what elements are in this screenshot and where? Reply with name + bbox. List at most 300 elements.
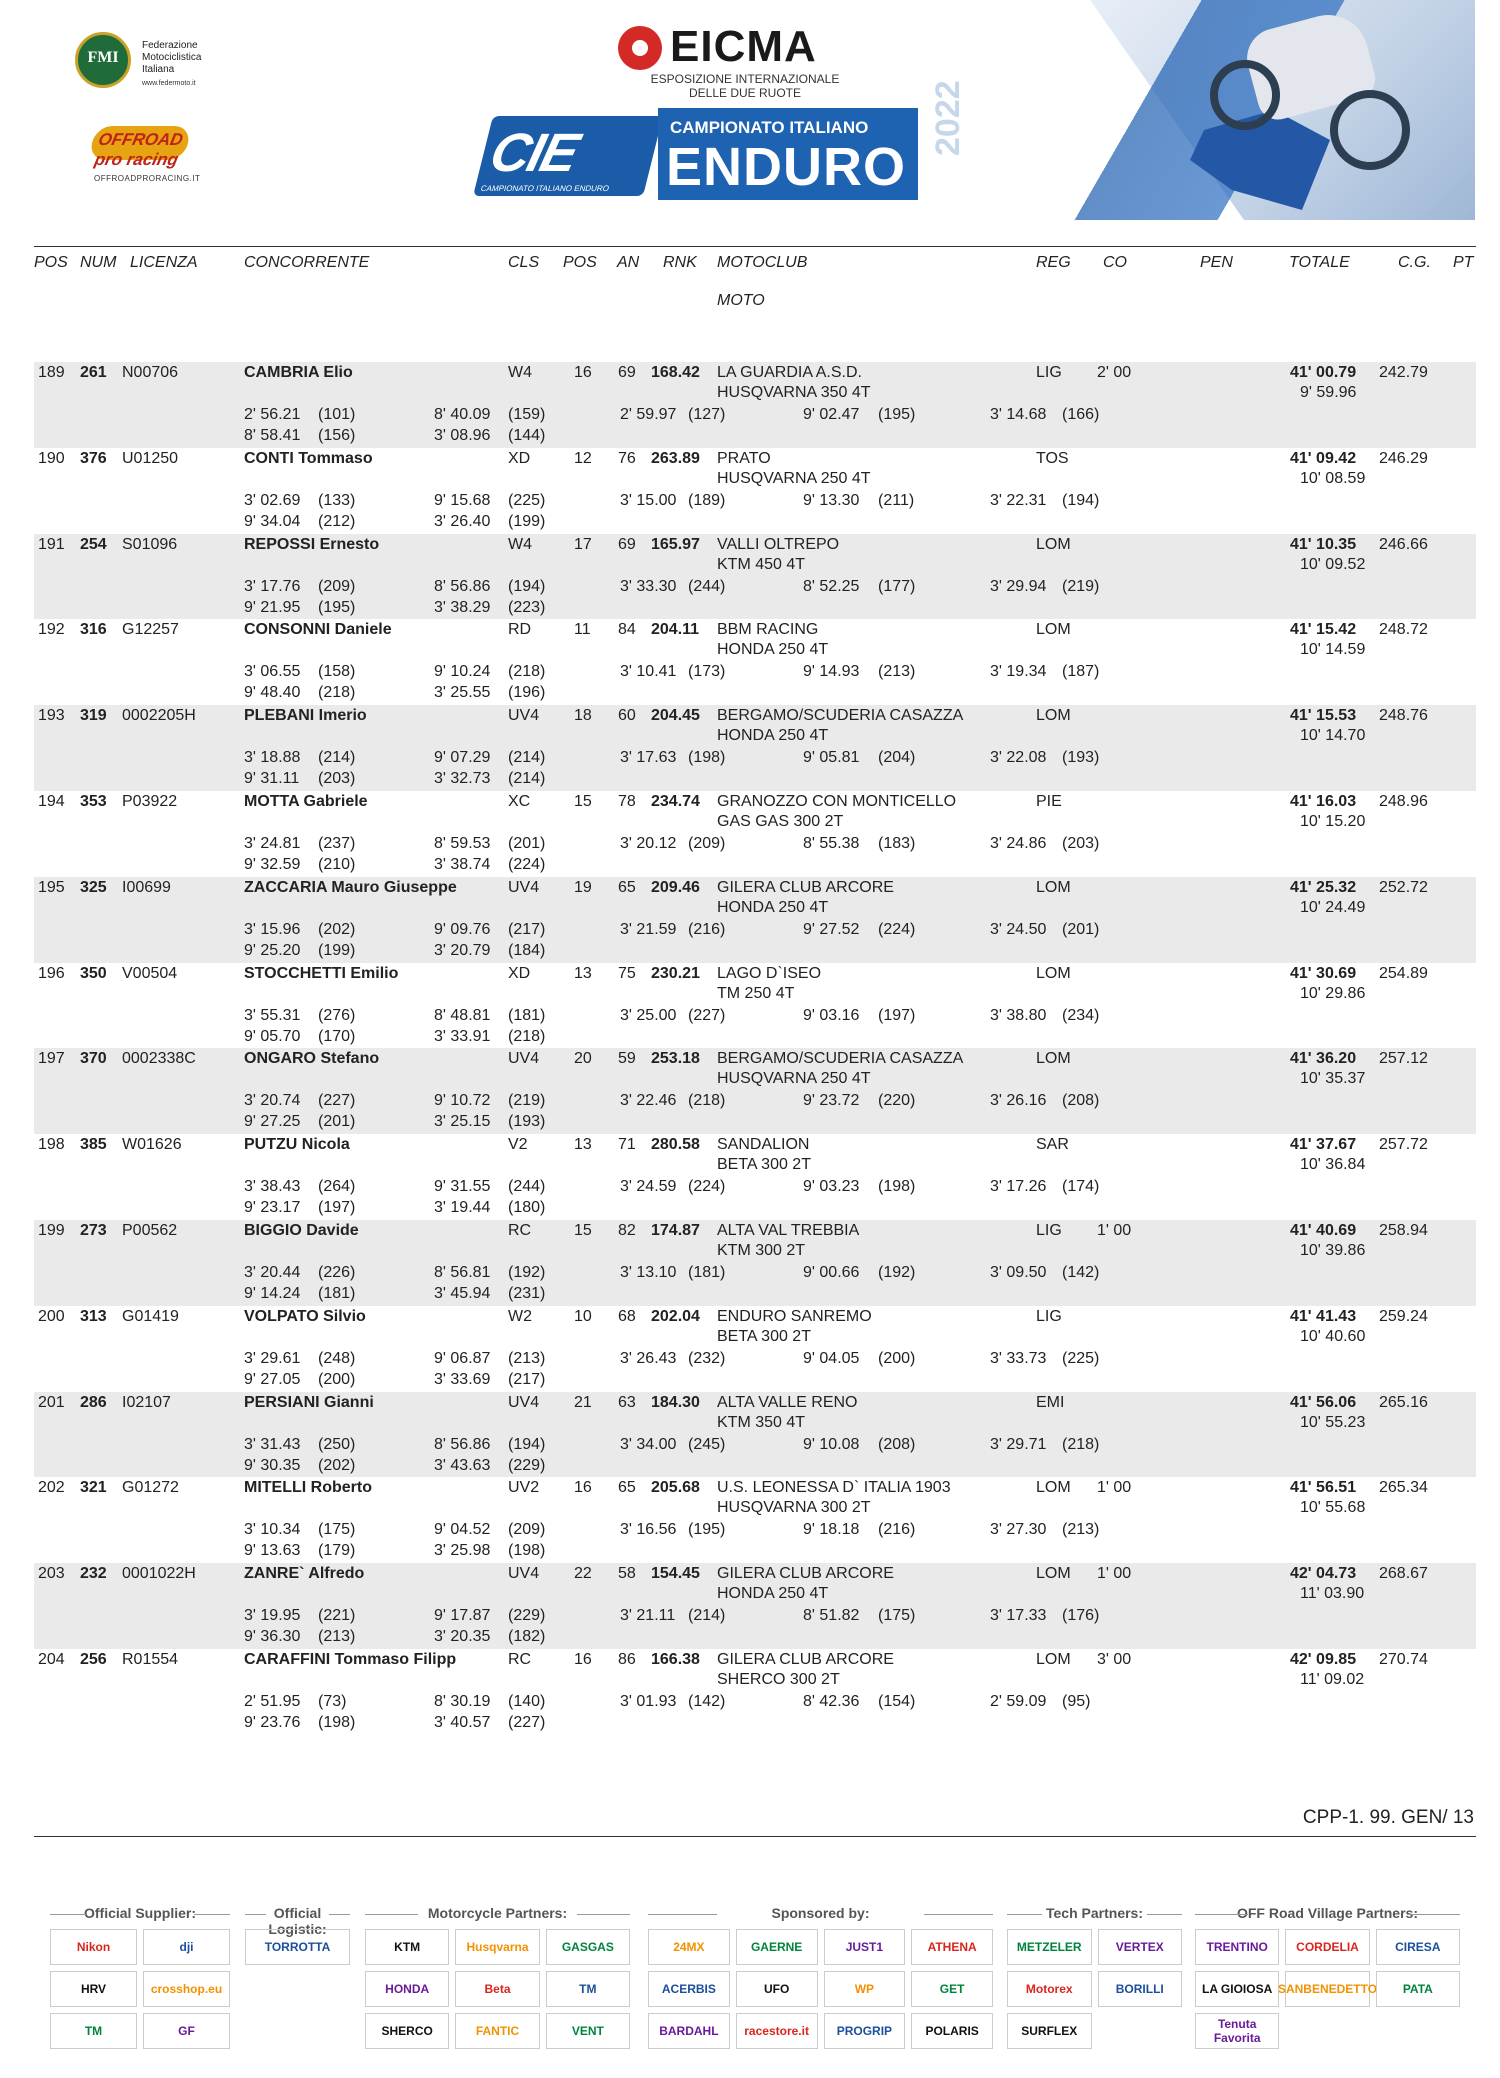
split-time: 3' 13.10 (620, 1264, 677, 1281)
col-moto: MOTO (717, 292, 765, 309)
row-an: 76 (618, 449, 636, 467)
split-rank: (202) (318, 1456, 356, 1474)
row-motoclub: BERGAMO/SCUDERIA CASAZZA (717, 707, 964, 725)
split-rank: (227) (688, 1006, 726, 1024)
row-moto: TM 250 4T (717, 984, 795, 1002)
split-time: 3' 14.68 (990, 406, 1047, 423)
split-time: 3' 33.91 (434, 1027, 491, 1045)
split-time: 9' 32.59 (244, 856, 301, 873)
sponsor-logo: GASGAS (546, 1929, 630, 1965)
row-cg: 246.29 (1379, 449, 1428, 467)
split-time: 3' 33.73 (990, 1349, 1047, 1367)
split-time: 3' 21.11 (620, 1607, 676, 1625)
row-gap: 10' 08.59 (1300, 469, 1366, 487)
sponsor-logo: TORROTTA (245, 1929, 350, 1965)
row-num: 350 (80, 964, 107, 982)
row-motoclub: GILERA CLUB ARCORE (717, 1651, 894, 1668)
split-time: 3' 25.15 (434, 1113, 491, 1131)
split-time: 9' 03.16 (803, 1006, 860, 1024)
sponsor-logo: Tenuta Favorita (1195, 2013, 1279, 2049)
split-time: 3' 15.96 (244, 920, 301, 938)
split-rank: (231) (508, 1285, 546, 1302)
row-pos: 201 (38, 1393, 65, 1411)
sponsor-logo: CIRESA (1376, 1929, 1460, 1965)
split-rank: (158) (318, 663, 356, 681)
split-rank: (202) (318, 920, 356, 938)
row-class-pos: 18 (574, 707, 592, 725)
row-totale: 41' 37.67 (1290, 1136, 1357, 1154)
split-rank: (194) (508, 1435, 546, 1453)
split-time: 9' 48.40 (244, 684, 301, 702)
row-gap: 10' 15.20 (1300, 813, 1366, 830)
split-time: 3' 10.34 (244, 1521, 301, 1539)
row-class-pos: 15 (574, 1222, 592, 1239)
split-rank: (199) (508, 512, 546, 530)
split-time: 3' 21.59 (620, 920, 677, 938)
row-reg: LOM (1036, 621, 1071, 639)
row-motoclub: ENDURO SANREMO (717, 1307, 872, 1325)
row-name: CONSONNI Daniele (244, 621, 392, 639)
split-time: 3' 26.16 (990, 1092, 1047, 1110)
row-rnk: 174.87 (651, 1222, 700, 1239)
split-rank: (213) (1062, 1521, 1100, 1539)
cie-mark-text: CIE (484, 123, 584, 183)
footer-divider (34, 1836, 1476, 1837)
col-concorrente: CONCORRENTE (244, 254, 370, 271)
row-an: 68 (618, 1307, 636, 1325)
row-motoclub: ALTA VAL TREBBIA (717, 1222, 860, 1239)
row-num: 319 (80, 707, 107, 725)
split-time: 9' 05.81 (803, 749, 860, 767)
split-time: 8' 58.41 (244, 427, 301, 444)
split-time: 3' 01.93 (620, 1693, 677, 1710)
row-gap: 11' 09.02 (1300, 1671, 1365, 1688)
row-motoclub: BBM RACING (717, 621, 819, 639)
sponsor-logo: GAERNE (736, 1929, 818, 1965)
col-licenza: LICENZA (130, 254, 198, 271)
split-rank: (250) (318, 1435, 356, 1453)
row-cls: XD (508, 449, 531, 467)
row-moto: BETA 300 2T (717, 1327, 811, 1345)
sponsor-group (648, 1905, 993, 2055)
row-pos: 190 (38, 449, 65, 467)
split-time: 3' 38.80 (990, 1006, 1047, 1024)
row-moto: HUSQVARNA 250 4T (717, 469, 871, 487)
cie-mark (473, 116, 663, 196)
row-num: 353 (80, 793, 107, 810)
row-gap: 11' 03.90 (1300, 1585, 1365, 1603)
row-reg: LOM (1036, 878, 1071, 896)
row-cls: UV4 (508, 878, 540, 896)
sponsor-logo: crosshop.eu (143, 1971, 230, 2007)
row-an: 60 (618, 707, 636, 725)
row-cg: 257.72 (1379, 1136, 1428, 1154)
row-rnk: 202.04 (651, 1307, 700, 1325)
sponsor-group (1195, 1905, 1460, 2055)
split-time: 9' 21.95 (244, 598, 301, 616)
sponsor-logo: 24MX (648, 1929, 730, 1965)
row-class-pos: 20 (574, 1050, 592, 1068)
split-rank: (232) (688, 1349, 726, 1367)
split-time: 3' 26.40 (434, 512, 491, 530)
split-rank: (276) (318, 1006, 356, 1024)
split-time: 8' 56.86 (434, 1435, 491, 1453)
front-wheel-icon (1210, 60, 1280, 130)
row-moto: HUSQVARNA 350 4T (717, 384, 871, 401)
split-rank: (221) (318, 1607, 356, 1625)
row-num: 261 (80, 364, 107, 381)
split-time: 9' 10.24 (434, 663, 491, 681)
split-time: 3' 08.96 (434, 427, 491, 444)
row-num: 273 (80, 1222, 107, 1239)
row-class-pos: 12 (574, 449, 592, 467)
row-name: MITELLI Roberto (244, 1479, 372, 1497)
row-cg: 258.94 (1379, 1222, 1428, 1239)
split-rank: (73) (318, 1693, 347, 1710)
row-class-pos: 15 (574, 793, 592, 810)
split-time: 3' 38.74 (434, 856, 491, 873)
split-time: 8' 56.81 (434, 1264, 491, 1281)
split-time: 9' 18.18 (803, 1521, 860, 1539)
row-pos: 192 (38, 621, 65, 639)
row-gap: 9' 59.96 (1300, 384, 1357, 401)
row-num: 325 (80, 878, 107, 896)
sponsor-logo: Motorex (1007, 1971, 1092, 2007)
row-cg: 257.12 (1379, 1050, 1428, 1068)
offroad-site: OFFROADPRORACING.IT (94, 174, 201, 183)
row-num: 232 (80, 1565, 107, 1583)
split-time: 3' 19.44 (434, 1199, 491, 1217)
fmi-logo (70, 32, 240, 92)
sponsor-logo: VERTEX (1098, 1929, 1183, 1965)
row-num: 313 (80, 1307, 107, 1325)
sponsor-logo: KTM (365, 1929, 449, 1965)
row-name: PLEBANI Imerio (244, 707, 367, 725)
split-rank: (142) (688, 1693, 726, 1710)
row-rnk: 168.42 (651, 364, 700, 381)
sponsor-logo: POLARIS (911, 2013, 993, 2049)
row-motoclub: U.S. LEONESSA D` ITALIA 1903 (717, 1479, 951, 1497)
row-cls: UV4 (508, 707, 540, 725)
split-time: 3' 29.61 (244, 1349, 301, 1367)
split-rank: (156) (318, 427, 356, 444)
split-rank: (216) (878, 1521, 916, 1539)
row-pos: 197 (38, 1050, 65, 1068)
row-num: 256 (80, 1651, 107, 1668)
split-rank: (170) (318, 1027, 356, 1045)
row-co: 2' 00 (1097, 364, 1132, 381)
split-rank: (224) (688, 1178, 726, 1196)
row-totale: 41' 15.53 (1290, 707, 1357, 725)
split-rank: (192) (508, 1264, 546, 1281)
split-time: 8' 51.82 (803, 1607, 860, 1625)
split-time: 3' 17.33 (990, 1607, 1047, 1625)
row-num: 376 (80, 449, 107, 467)
row-name: CAMBRIA Elio (244, 364, 353, 381)
split-rank: (176) (1062, 1607, 1100, 1625)
row-an: 69 (618, 364, 636, 381)
split-rank: (214) (688, 1607, 726, 1625)
split-rank: (101) (318, 406, 356, 423)
row-pos: 193 (38, 707, 65, 725)
row-name: MOTTA Gabriele (244, 793, 368, 810)
split-rank: (182) (508, 1628, 546, 1646)
row-an: 82 (618, 1222, 636, 1239)
row-class-pos: 13 (574, 964, 592, 982)
row-cg: 265.16 (1379, 1393, 1428, 1411)
sponsor-logo: SANBENEDETTO (1285, 1971, 1369, 2007)
row-cls: W4 (508, 364, 532, 381)
sponsor-logo: METZELER (1007, 1929, 1092, 1965)
split-rank: (226) (318, 1264, 356, 1281)
col-class-pos: POS (563, 254, 597, 271)
split-rank: (197) (318, 1199, 356, 1217)
row-reg: LIG (1036, 1307, 1062, 1325)
offroad-logo-text: OFFROAD pro racing (92, 130, 185, 169)
split-time: 9' 14.93 (803, 663, 860, 681)
split-rank: (220) (878, 1092, 916, 1110)
col-pt: PT (1453, 254, 1474, 271)
rider-illustration (1030, 0, 1475, 220)
split-rank: (223) (508, 598, 546, 616)
row-name: ZANRE` Alfredo (244, 1565, 365, 1583)
row-moto: HONDA 250 4T (717, 1585, 829, 1603)
sponsor-logo: PROGRIP (824, 2013, 906, 2049)
offroad-logo (88, 122, 208, 192)
row-gap: 10' 40.60 (1300, 1327, 1366, 1345)
split-rank: (140) (508, 1693, 546, 1710)
split-rank: (127) (688, 406, 726, 423)
row-moto: KTM 450 4T (717, 555, 806, 573)
split-rank: (218) (1062, 1435, 1100, 1453)
split-rank: (264) (318, 1178, 356, 1196)
sponsor-logo: PATA (1376, 1971, 1460, 2007)
row-name: STOCCHETTI Emilio (244, 964, 399, 982)
row-num: 316 (80, 621, 107, 639)
split-time: 9' 04.05 (803, 1349, 860, 1367)
split-time: 9' 02.47 (803, 406, 860, 423)
split-rank: (166) (1062, 406, 1100, 423)
sponsor-logo: FANTIC (455, 2013, 539, 2049)
split-time: 3' 32.73 (434, 770, 491, 788)
split-time: 2' 59.09 (990, 1693, 1047, 1710)
split-rank: (195) (878, 406, 916, 423)
split-time: 2' 56.21 (244, 406, 301, 423)
row-gap: 10' 29.86 (1300, 984, 1366, 1002)
split-time: 3' 38.43 (244, 1178, 301, 1196)
sponsor-group-title: Motorcycle Partners: (365, 1905, 630, 1921)
split-rank: (193) (508, 1113, 546, 1131)
col-rnk: RNK (663, 254, 697, 271)
row-rnk: 263.89 (651, 449, 700, 467)
split-time: 3' 09.50 (990, 1264, 1047, 1281)
sponsor-logo: ATHENA (911, 1929, 993, 1965)
row-motoclub: LAGO D`ISEO (717, 964, 822, 982)
row-totale: 42' 09.85 (1290, 1651, 1357, 1668)
row-moto: HONDA 250 4T (717, 727, 829, 745)
row-moto: GAS GAS 300 2T (717, 813, 844, 830)
split-rank: (214) (318, 749, 356, 767)
row-licenza: 0002205H (122, 707, 196, 725)
row-rnk: 204.11 (651, 621, 700, 639)
split-rank: (214) (508, 749, 546, 767)
split-time: 3' 34.00 (620, 1435, 677, 1453)
sponsor-group-title: Tech Partners: (1007, 1905, 1182, 1921)
row-cg: 242.79 (1379, 364, 1428, 381)
sponsor-logo: racestore.it (736, 2013, 818, 2049)
row-reg: LOM (1036, 535, 1071, 553)
row-reg: PIE (1036, 793, 1062, 810)
row-gap: 10' 14.70 (1300, 727, 1366, 745)
row-cg: 248.96 (1379, 793, 1428, 810)
split-rank: (198) (878, 1178, 916, 1196)
row-moto: HUSQVARNA 300 2T (717, 1499, 871, 1517)
row-licenza: R01554 (122, 1651, 179, 1668)
row-rnk: 165.97 (651, 535, 700, 553)
split-rank: (218) (688, 1092, 726, 1110)
split-rank: (154) (878, 1693, 916, 1710)
split-rank: (208) (1062, 1092, 1100, 1110)
sponsor-logo: TRENTINO (1195, 1929, 1279, 1965)
split-rank: (203) (1062, 835, 1100, 852)
row-cls: W4 (508, 535, 532, 553)
row-totale: 41' 40.69 (1290, 1222, 1357, 1239)
row-num: 254 (80, 535, 107, 553)
split-time: 9' 15.68 (434, 491, 491, 509)
split-time: 3' 29.94 (990, 577, 1047, 595)
row-motoclub: GRANOZZO CON MONTICELLO (717, 793, 957, 810)
col-num: NUM (80, 254, 117, 271)
split-rank: (209) (318, 577, 356, 595)
sponsor-logo: GF (143, 2013, 230, 2049)
row-rnk: 154.45 (651, 1565, 700, 1583)
split-rank: (213) (508, 1349, 546, 1367)
split-time: 3' 55.31 (244, 1006, 301, 1024)
sponsor-group-title: OFF Road Village Partners: (1195, 1905, 1460, 1921)
row-num: 321 (80, 1479, 107, 1497)
split-rank: (204) (878, 749, 916, 767)
split-time: 8' 40.09 (434, 406, 491, 423)
fmi-line2: Motociclistica (142, 52, 202, 63)
row-gap: 10' 55.23 (1300, 1413, 1366, 1431)
row-cls: XC (508, 793, 531, 810)
split-rank: (212) (318, 512, 356, 530)
row-motoclub: GILERA CLUB ARCORE (717, 878, 894, 896)
row-cls: RC (508, 1222, 532, 1239)
split-time: 8' 30.19 (434, 1693, 491, 1710)
split-time: 3' 22.08 (990, 749, 1047, 767)
split-rank: (227) (508, 1714, 546, 1731)
split-time: 8' 59.53 (434, 835, 491, 852)
split-time: 8' 48.81 (434, 1006, 491, 1024)
split-rank: (244) (508, 1178, 546, 1196)
split-time: 9' 13.63 (244, 1542, 301, 1560)
row-name: ONGARO Stefano (244, 1050, 380, 1068)
fmi-line1: Federazione (142, 40, 198, 51)
row-licenza: U01250 (122, 449, 179, 467)
eicma-name: EICMA (670, 22, 817, 71)
split-rank: (200) (878, 1349, 916, 1367)
split-rank: (201) (318, 1113, 356, 1131)
row-pos: 191 (38, 535, 65, 553)
split-time: 8' 55.38 (803, 835, 860, 852)
row-licenza: I02107 (122, 1393, 171, 1411)
sponsor-group (365, 1905, 630, 2055)
split-rank: (133) (318, 491, 356, 509)
cie-title-line2: ENDURO (666, 137, 907, 197)
split-rank: (218) (508, 663, 546, 681)
row-rnk: 204.45 (651, 707, 700, 725)
split-rank: (177) (878, 577, 916, 595)
split-time: 3' 24.86 (990, 835, 1047, 852)
row-cls: UV4 (508, 1565, 540, 1583)
split-rank: (200) (318, 1370, 356, 1388)
split-time: 3' 20.44 (244, 1264, 301, 1281)
col-an: AN (617, 254, 640, 271)
split-time: 3' 26.43 (620, 1349, 677, 1367)
row-class-pos: 19 (574, 878, 592, 896)
row-rnk: 209.46 (651, 878, 700, 896)
sponsor-logo: HONDA (365, 1971, 449, 2007)
row-cls: W2 (508, 1307, 532, 1325)
split-rank: (211) (878, 491, 915, 509)
row-cls: UV4 (508, 1050, 540, 1068)
split-time: 3' 24.59 (620, 1178, 677, 1196)
split-rank: (196) (508, 684, 546, 702)
split-rank: (173) (688, 663, 726, 681)
split-rank: (175) (318, 1521, 356, 1539)
split-time: 3' 22.31 (990, 491, 1047, 509)
fmi-name (142, 40, 201, 76)
split-rank: (237) (318, 835, 356, 852)
row-rnk: 230.21 (651, 964, 700, 982)
split-rank: (227) (318, 1092, 356, 1110)
split-time: 9' 00.66 (803, 1264, 860, 1281)
split-rank: (219) (1062, 577, 1100, 595)
split-rank: (234) (1062, 1006, 1100, 1024)
row-reg: LOM (1036, 1050, 1071, 1068)
split-time: 3' 43.63 (434, 1456, 491, 1474)
split-time: 3' 19.95 (244, 1607, 301, 1625)
row-cls: UV2 (508, 1479, 540, 1497)
offroad-mark-icon (88, 126, 191, 169)
col-cls: CLS (508, 254, 540, 271)
row-licenza: S01096 (122, 535, 178, 553)
split-time: 3' 27.30 (990, 1521, 1047, 1539)
row-class-pos: 10 (574, 1307, 592, 1325)
row-cls: XD (508, 964, 531, 982)
split-rank: (195) (688, 1521, 726, 1539)
fmi-badge-icon (75, 32, 131, 88)
row-rnk: 166.38 (651, 1651, 700, 1668)
row-name: PUTZU Nicola (244, 1136, 350, 1154)
row-an: 58 (618, 1565, 636, 1583)
sponsor-group-title: Sponsored by: (648, 1905, 993, 1921)
split-rank: (95) (1062, 1693, 1091, 1710)
row-motoclub: VALLI OLTREPO (717, 535, 840, 553)
fmi-badge-text: FMI (87, 49, 119, 66)
split-time: 9' 36.30 (244, 1628, 301, 1646)
split-time: 3' 19.34 (990, 663, 1047, 681)
sponsor-logo: Nikon (50, 1929, 137, 1965)
col-pen: PEN (1200, 254, 1233, 271)
row-pos: 199 (38, 1222, 65, 1239)
row-moto: HONDA 250 4T (717, 898, 829, 916)
split-time: 3' 22.46 (620, 1092, 677, 1110)
row-reg: SAR (1036, 1136, 1069, 1154)
split-rank: (229) (508, 1607, 546, 1625)
row-an: 84 (618, 621, 636, 639)
